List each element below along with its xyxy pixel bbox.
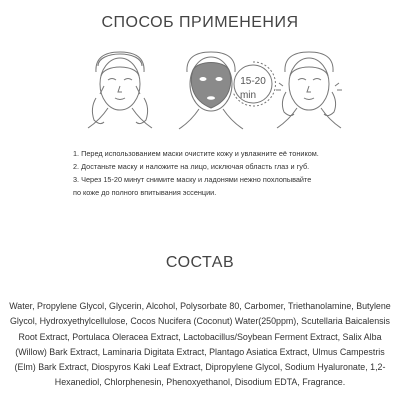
usage-step-2: 2. Достаньте маску и наложите на лицо, исключая область глаз и губ. — [73, 162, 310, 171]
timer-unit: min — [239, 90, 257, 101]
usage-steps — [73, 150, 363, 202]
face-cleanse-icon — [88, 52, 152, 128]
timer-value: 15-20 — [240, 76, 266, 87]
face-mask-icon — [179, 52, 243, 129]
usage-step-3: 3. Через 15-20 минут снимите маску и ладонями нежно похлопывайте — [73, 175, 312, 184]
usage-step-1: 1. Перед использованием маски очистите кожу и увлажните её тоником. — [73, 149, 319, 158]
usage-step-3-continued: по коже до полного впитывания эссенции. — [73, 188, 217, 197]
method-title: СПОСОБ ПРИМЕНЕНИЯ — [101, 14, 299, 31]
face-pat-icon — [276, 52, 342, 128]
composition-text: Water, Propylene Glycol, Glycerin, Alcohol, Polysorbate 80, Carbomer, Triethanolamine, Butylene Glycol, Hydroxyethylcellulose, Cocos Nucifera (Coconut) Water(250ppm), Scutellaria Baicalensis Root Extract, Portulaca Oleracea Extract, Lactobacillus/Soybean Ferment Extract, Salix Alba (Willow) Bark Extract, Laminaria Digitata Extract, Plantago Asiatica Extract, Ulmus Campestris (Elm) Bark Extract, Diospyros Kaki Leaf Extract, Dipropylene Glycol, Sodium Hyaluronate, 1,2-Hexanediol, Chlorphenesin, Phenoxyethanol, Disodium EDTA, Fragrance. — [9, 301, 391, 388]
composition-title: СОСТАВ — [165, 254, 235, 271]
timer-icon — [233, 62, 275, 106]
usage-illustrations — [0, 46, 400, 136]
